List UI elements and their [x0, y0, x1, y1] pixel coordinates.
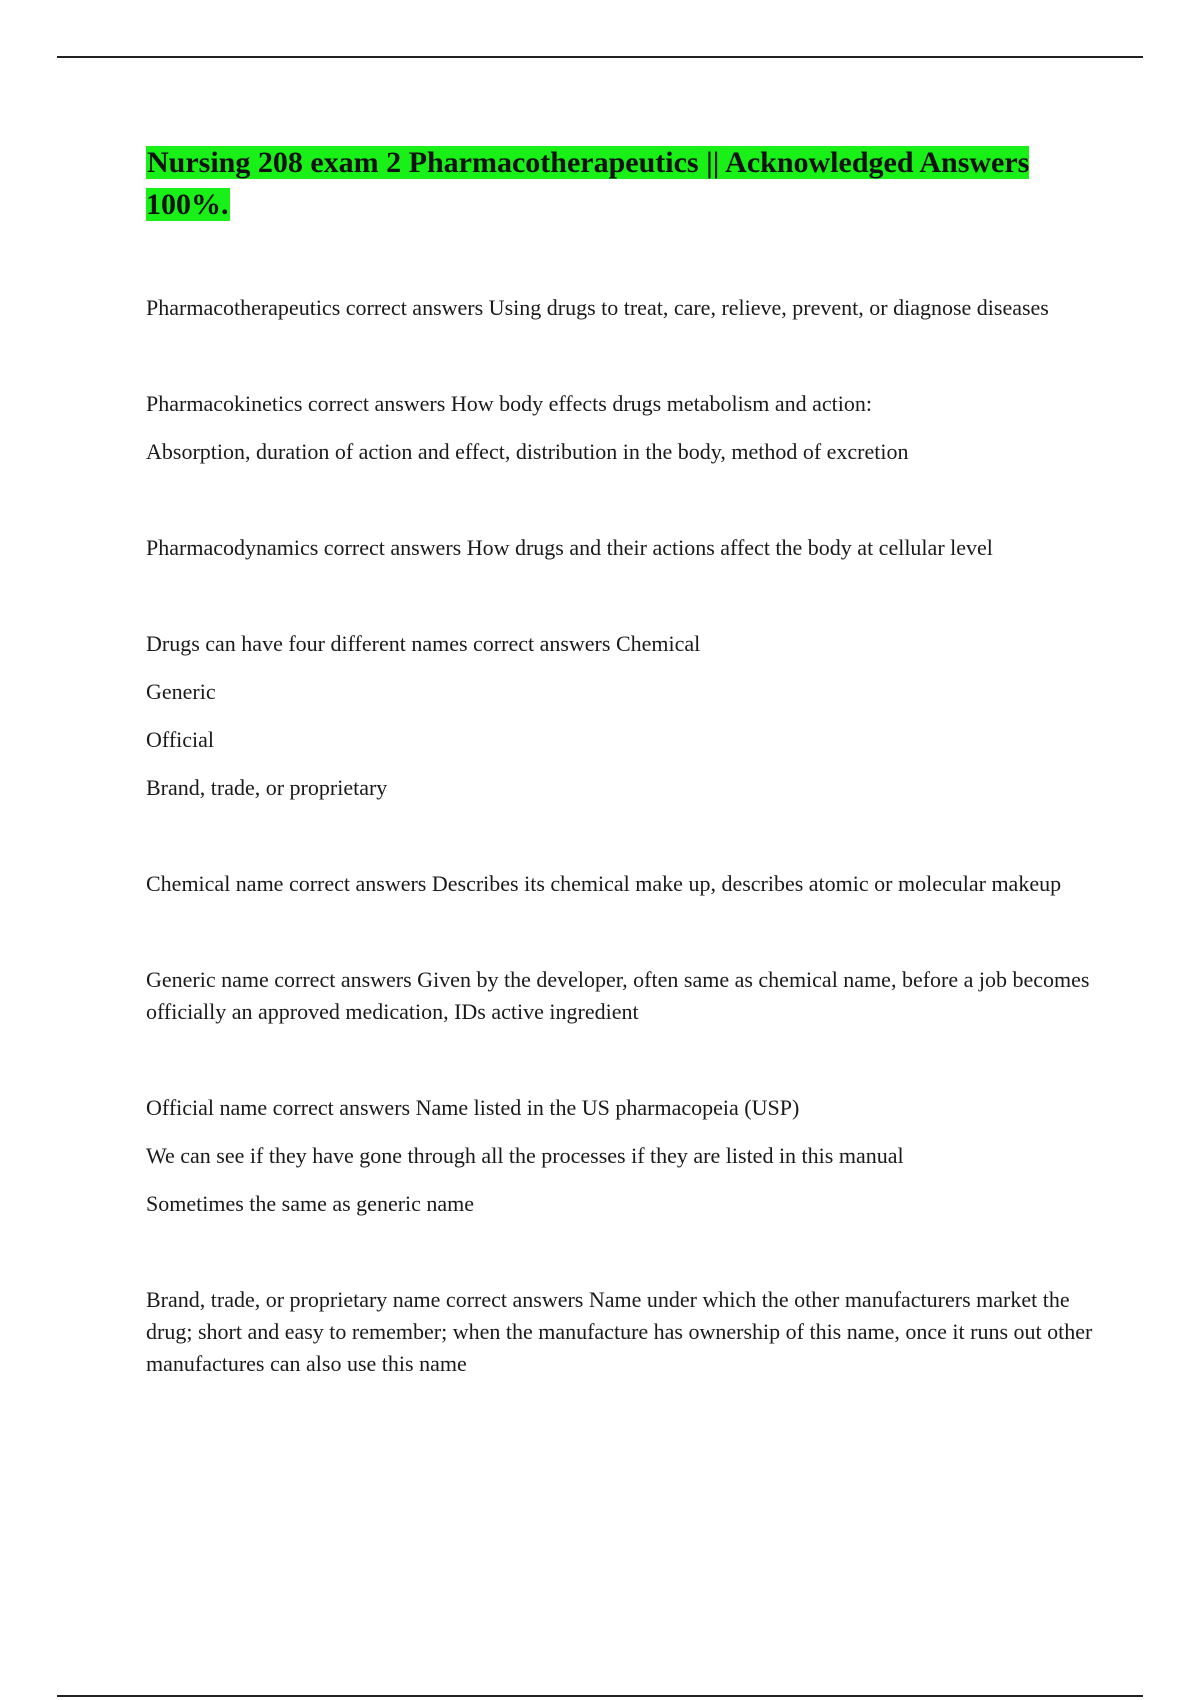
qa-line: Pharmacokinetics correct answers How body effects drugs metabolism and action:: [146, 391, 872, 416]
qa-entry-pharmacokinetics: [146, 388, 1096, 468]
title-highlight: Nursing 208 exam 2 Pharmacotherapeutics || Acknowledged Answers 100%.: [146, 146, 1030, 221]
qa-line: Official: [146, 727, 215, 752]
header-rule: [57, 56, 1143, 58]
qa-entry-drug-names: [146, 628, 1096, 804]
qa-line: Generic: [146, 679, 216, 704]
qa-line: Chemical name correct answers Describes its chemical make up, describes atomic or molecular makeup: [146, 871, 1062, 896]
document-body: [146, 142, 1096, 1444]
qa-entry-chemical-name: [146, 868, 1096, 900]
qa-entry-official-name: [146, 1092, 1096, 1220]
qa-line: Pharmacotherapeutics correct answers Using drugs to treat, care, relieve, prevent, or diagnose diseases: [146, 295, 1049, 320]
qa-entry-pharmacotherapeutics: [146, 292, 1096, 324]
qa-entry-pharmacodynamics: [146, 532, 1096, 564]
qa-line: Brand, trade, or proprietary: [146, 775, 388, 800]
qa-line: Sometimes the same as generic name: [146, 1191, 475, 1216]
footer-rule: [57, 1695, 1143, 1697]
qa-line: We can see if they have gone through all the processes if they are listed in this manual: [146, 1143, 904, 1168]
qa-list: [146, 292, 1096, 1380]
qa-line: Official name correct answers Name listed in the US pharmacopeia (USP): [146, 1095, 800, 1120]
qa-line: Absorption, duration of action and effect, distribution in the body, method of excretion: [146, 439, 909, 464]
qa-entry-brand-name: [146, 1284, 1096, 1380]
document-title: [146, 142, 1096, 226]
qa-line: Drugs can have four different names correct answers Chemical: [146, 631, 701, 656]
qa-entry-generic-name: [146, 964, 1096, 1028]
qa-line: Brand, trade, or proprietary name correct answers Name under which the other manufacturers market the drug; short and easy to remember; when the manufacture has ownership of this name, once it runs out other manufactures can also use this name: [146, 1287, 1093, 1376]
qa-line: Pharmacodynamics correct answers How drugs and their actions affect the body at cellular level: [146, 535, 993, 560]
qa-line: Generic name correct answers Given by the developer, often same as chemical name, before a job becomes officially an approved medication, IDs active ingredient: [146, 967, 1090, 1024]
